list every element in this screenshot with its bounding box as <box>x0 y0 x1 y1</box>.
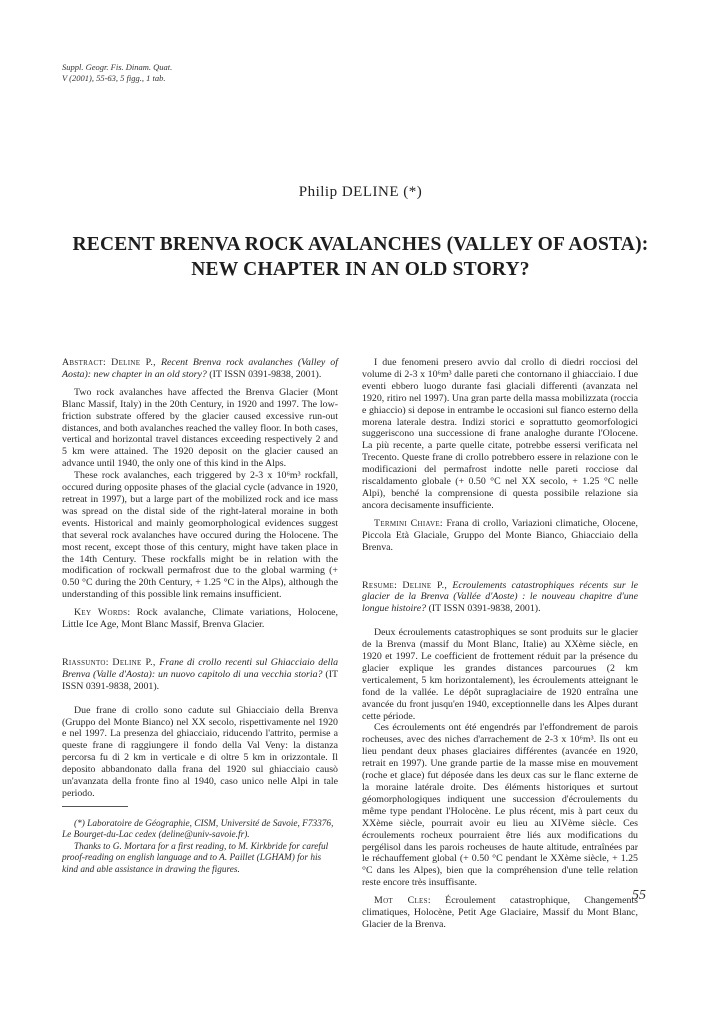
abstract-paragraph-2: These rock avalanches, each triggered by 2-3 x 10⁶m³ rockfall, occured during opposite phases of the glacial cycle (advance in 1920, retreat in 1997), but a large part of the mobilized rock and ice mass was spread on the distal side of the right-lateral moraine in both events. Historical and mainly geomorphological evidences suggest that several rock avalanches have occured during the Holocene. The most recent, except those of this century, might have taken place in the 14th Century. These rockfalls might be in relation with the modification of rockwall permafrost due to the global warming (+ 0.50 °C during the 20th Century, + 1.25 °C in the Alps), although the understanding of this possible link remains insufficient. <box>62 470 338 601</box>
resume-keywords-heading: Mot Cles: <box>374 895 431 907</box>
abstract-author: Deline P., <box>111 357 156 368</box>
abstract-keywords <box>62 607 338 631</box>
left-column <box>62 357 338 800</box>
riassunto-author: Deline P., <box>112 656 156 668</box>
riassunto-heading: Riassunto: <box>62 656 109 668</box>
riassunto-ref-title: Frane di crollo recenti sul Ghiacciaio della Brenva (Valle d'Aosta): un nuovo capitolo di una vecchia storia? <box>62 656 339 680</box>
footnote-affiliation: (*) Laboratoire de Géographie, CISM, Université de Savoie, F73376, Le Bourget-du-Lac cedex (deline@univ-savoie.fr). <box>62 819 334 841</box>
footnote-acknowledgements: Thanks to G. Mortara for a first reading, to M. Kirkbride for careful proof-reading on english language and to A. Paillet (LGHAM) for his kind and able assistance in drawing the figures. <box>62 841 329 875</box>
resume-keywords-text: Écroulement catastrophique, Changements climatiques, Holocène, Petit Age Glaciaire, Massif du Mont Blanc, Glacier de la Brenva. <box>362 895 638 930</box>
resume-ref-title: Ecroulements catastrophiques récents sur le glacier de la Brenva (Vallée d'Aoste) : le nouveau chapitre d'une longue histoire? <box>362 579 639 615</box>
riassunto-keywords-text: Frana di crollo, Variazioni climatiche, Olocene, Piccola Età Glaciale, Gruppo del Monte Bianco, Ghiacciaio della Brenva. <box>362 517 639 553</box>
footnotes <box>62 806 338 876</box>
title-line-2: NEW CHAPTER IN AN OLD STORY? <box>191 259 530 280</box>
abstract-ref-title: Recent Brenva rock avalanches (Valley of Aosta): new chapter in an old story? <box>62 357 338 380</box>
article-title <box>40 232 681 282</box>
abstract-paragraph-1: Two rock avalanches have affected the Brenva Glacier (Mont Blanc Massif, Italy) in the 20th Century, in 1920 and 1997. The low-friction substrate offered by the glacier caused excessive run-out distances, and both avalanches reached the valley floor. In both cases, vertical and horizontal travel distances exceeding respectively 2 and 5 km were attained. The 1920 deposit on the glacier caused an advance until 1940, the only one of this kind in the Alps. <box>62 386 338 470</box>
author-name: Philip DELINE (*) <box>298 184 423 200</box>
footnote-rule <box>62 806 128 807</box>
abstract-issn: (IT ISSN 0391-9838, 2001). <box>209 368 322 380</box>
resume-paragraph-1: Deux écroulements catastrophiques se sont produits sur le glacier de la Brenva (massif du Mont Blanc, Italie) au XXème siècle, en 1920 et 1997. Le coefficient de frottement réduit par la présence du glacier explique les grandes distances parcourues (2 km verticalement, 5 km horizontalement), les écroulements atteignant le fond de la vallée. Le dépôt supraglaciaire de 1920 entraîna une avancée du front jusqu'en 1940, exceptionnelle dans les Alpes durant cette période. <box>362 627 638 722</box>
resume-keywords <box>362 895 638 931</box>
abstract-header <box>62 357 338 381</box>
right-column <box>362 357 638 931</box>
citation-line-1: Suppl. Geogr. Fis. Dinam. Quat. <box>62 62 173 72</box>
riassunto-issn: (IT ISSN 0391-9838, 2001). <box>62 668 339 692</box>
resume-issn: (IT ISSN 0391-9838, 2001). <box>428 603 541 615</box>
abstract-keywords-heading: Key Words: <box>74 607 131 619</box>
resume-paragraph-2: Ces écroulements ont été engendrés par l'effondrement de parois rocheuses, avec des niches d'arrachement de 2-3 x 10⁶m³. Ils ont eu lieu pendant deux phases glaciaires différentes (avancée en 1920, retrait en 1997). Une grande partie de la masse mise en mouvement (roche et glace) fut déposée dans les deux cas sur le flanc externe de la moraine latérale droite. Des éléments historiques et surtout géomorphologiques indiquent une succession d'écroulements du même type pendant l'Holocène. Le plus récent, mis à part ceux du XXème siècle, pourrait avoir eu lieu au XIVème siècle. Ces écroulements rocheux pourraient être liés aux modifications du pergélisol dans les parois rocheuses de haute altitude, entraînées par le réchauffement global (+ 0.50 °C pendant le XXème siècle, + 1.25 °C dans les Alpes), bien que la compréhension d'une telle relation reste encore très insuffisante. <box>362 722 638 889</box>
page-number: 55 <box>632 888 646 903</box>
resume-author: Deline P., <box>402 579 448 591</box>
riassunto-keywords <box>362 518 638 554</box>
resume-heading: Resume: <box>362 579 398 591</box>
citation-line-2: V (2001), 55-63, 5 figg., 1 tab. <box>62 73 166 83</box>
resume-header <box>362 580 638 616</box>
riassunto-keywords-heading: Termini Chiave: <box>374 517 443 529</box>
abstract-heading: Abstract: <box>62 357 107 368</box>
riassunto-paragraph-2: I due fenomeni presero avvio dal crollo di diedri rocciosi del volume di 2-3 x 10⁶m³ dalle pareti che contornano il ghiacciaio. I due eventi ebbero luogo durante fasi glaciali differenti (avanzata nel 1920, ritiro nel 1997). Una gran parte della massa mobilizzata (roccia e ghiaccio) si depose in entrambe le occasioni sul fianco esterno della morena laterale destra. Indizi storici e soprattutto geomorfologici suggeriscono una successione di frane analoghe durante l'Olocene. La più recente, a parte quelle citate, potrebbe essersi verificata nel Trecento. Queste frane di crollo potrebbero essere in relazione con le modificazioni del permafrost indotte nelle pareti rocciose dal riscaldamento globale (+ 0.50 °C nel XX secolo, + 1.25 °C nelle Alpi), benché la comprensione di questa possibile relazione sia ancora decisamente insufficiente. <box>362 357 638 511</box>
title-line-1: RECENT BRENVA ROCK AVALANCHES (VALLEY OF AOSTA): <box>72 234 649 255</box>
abstract-keywords-text: Rock avalanche, Climate variations, Holocene, Little Ice Age, Mont Blanc Massif, Brenva Glacier. <box>62 607 338 631</box>
riassunto-header <box>62 657 338 693</box>
journal-citation <box>62 62 172 84</box>
riassunto-paragraph-1: Due frane di crollo sono cadute sul Ghiacciaio della Brenva (Gruppo del Monte Bianco) nel XX secolo, rispettivamente nel 1920 e nel 1997. La presenza del ghiacciaio, riducendo l'attrito, permise a queste frane di raggiungere il fondo della Val Veny: la distanza percorsa fu di 2 km in verticale e di oltre 5 km in orizzontale. Il deposito abbandonato dalla frana del 1920 sul ghiacciaio causò un'avanzata della fronte fino al 1940, caso unico nelle Alpi in tale periodo. <box>62 704 338 799</box>
